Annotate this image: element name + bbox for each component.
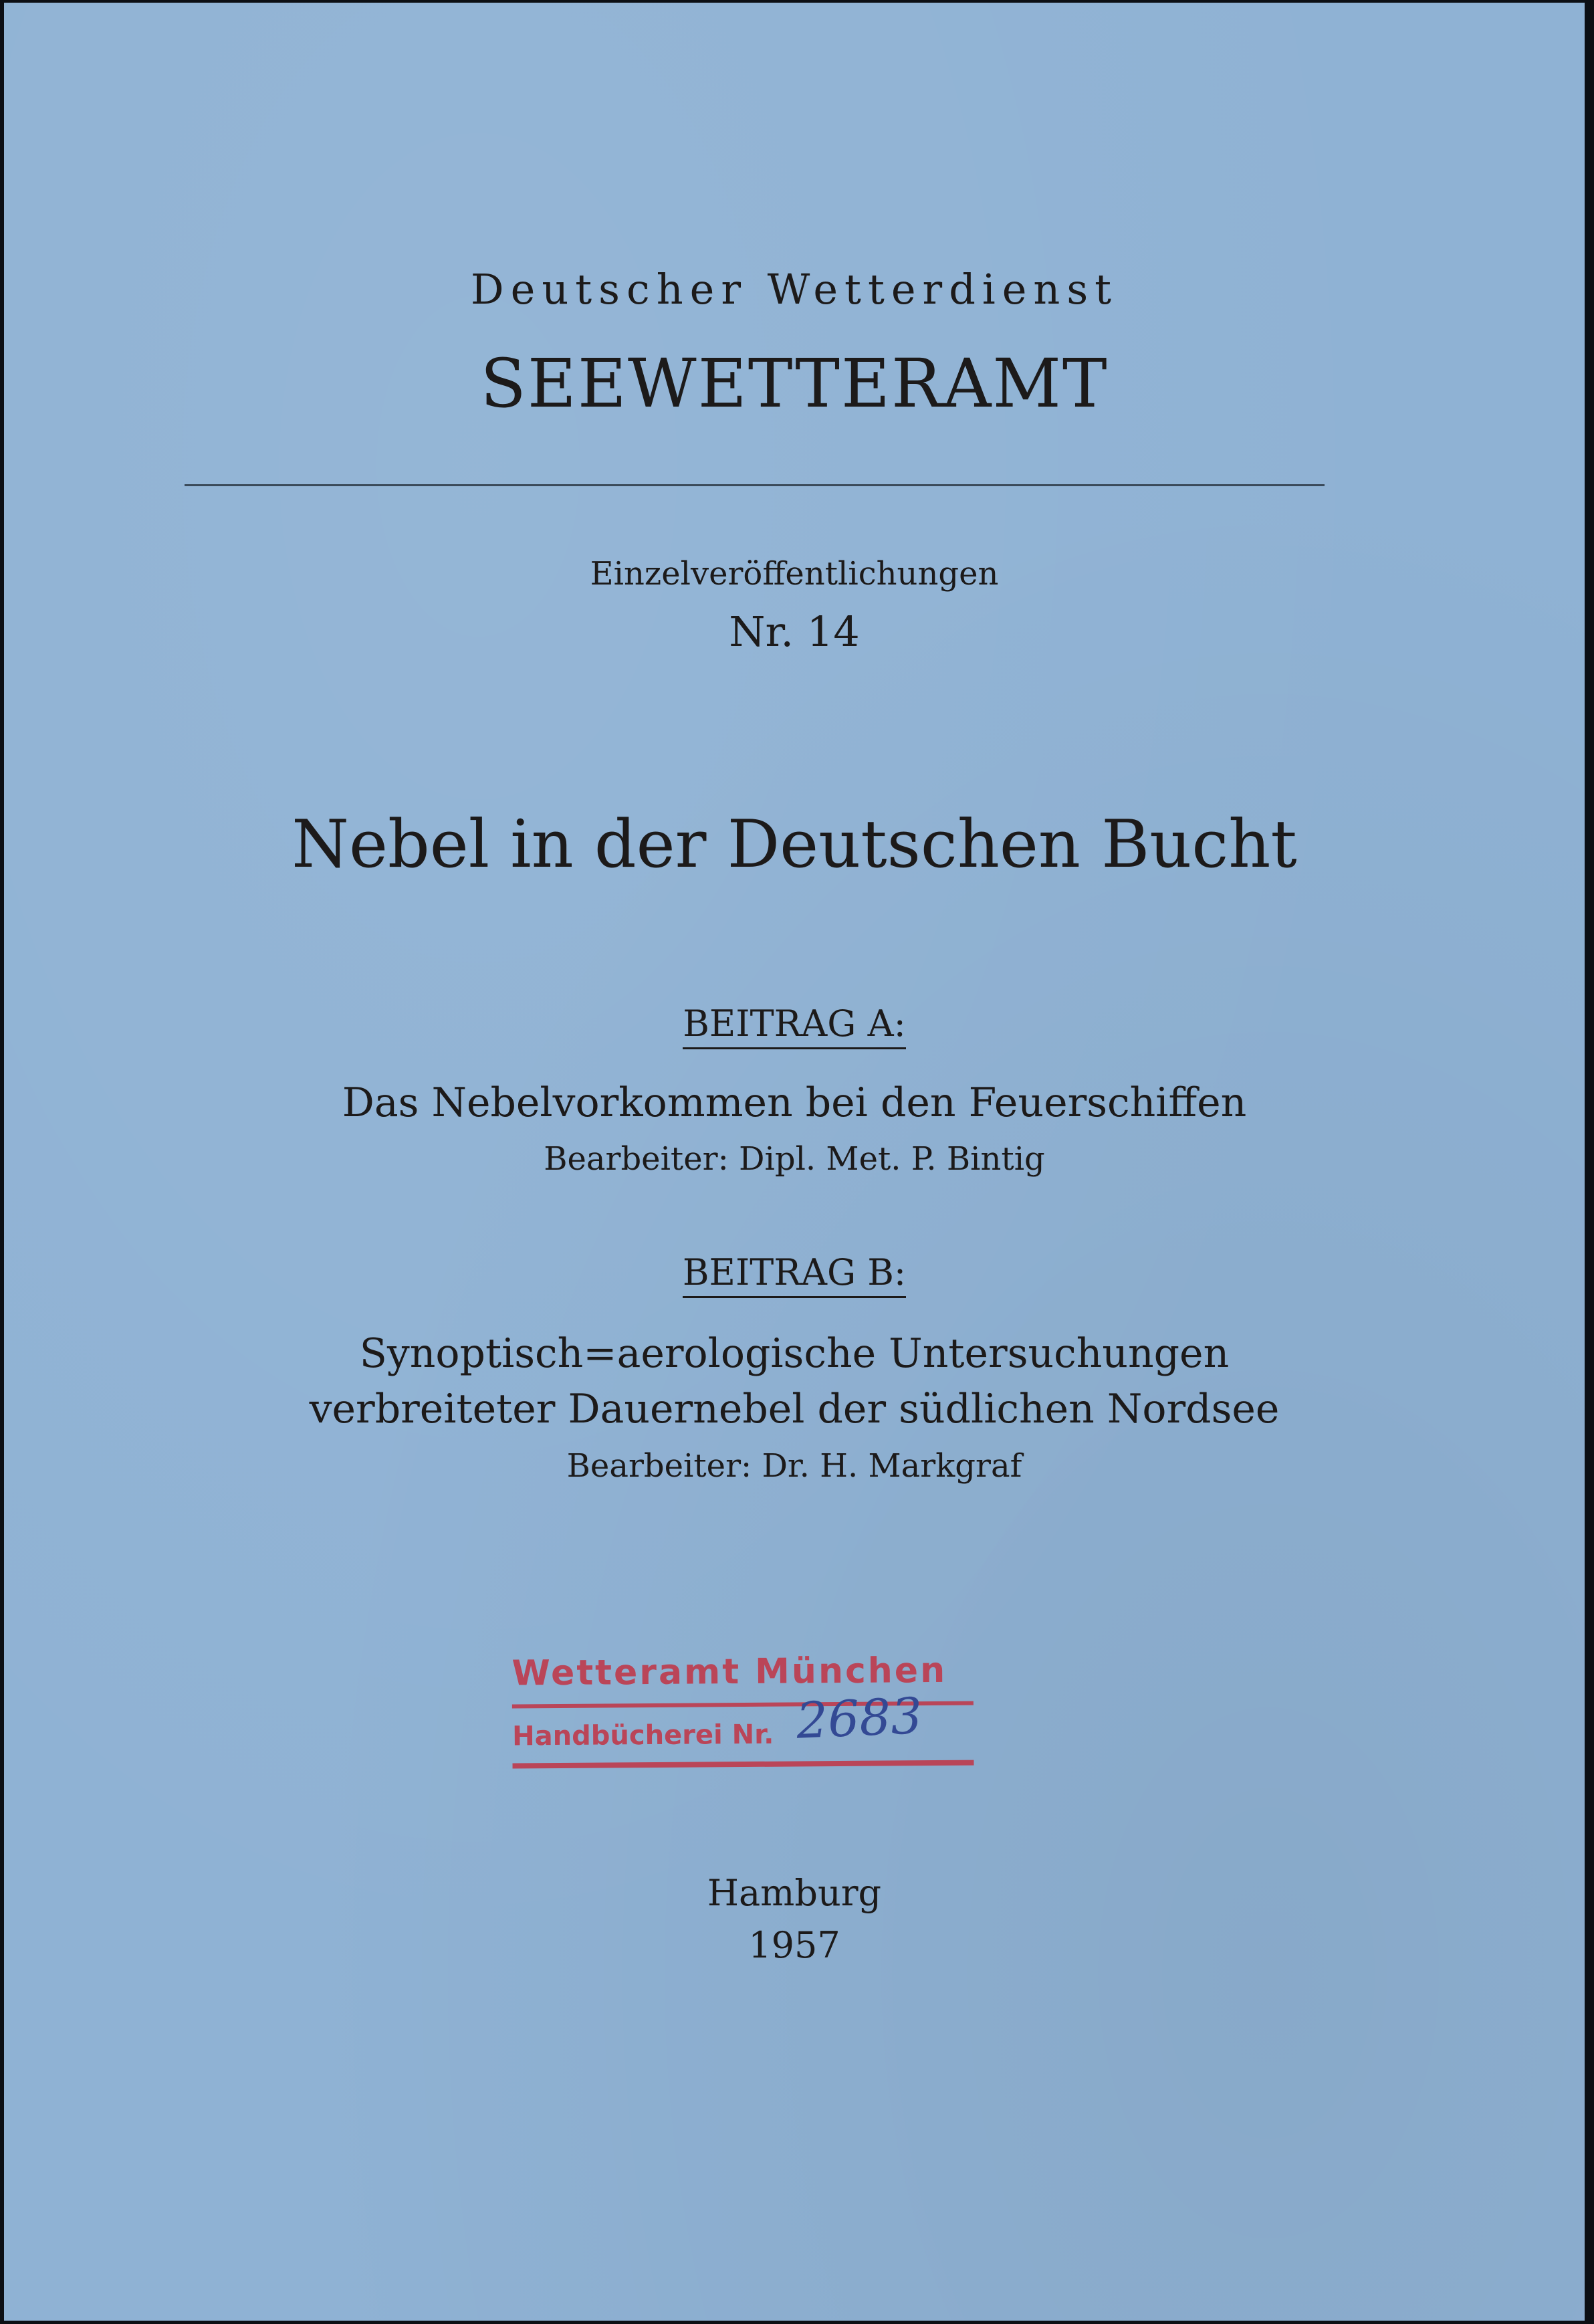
cover-page: [4, 3, 1585, 2321]
library-stamp: [511, 1650, 980, 1777]
contribution-b-heading: [4, 1251, 1585, 1298]
imprint-place: Hamburg: [707, 1872, 882, 1914]
organization-name: Deutscher Wetterdienst: [470, 265, 1119, 314]
series-name: Einzelveröffentlichungen: [590, 555, 999, 593]
contribution-b-title-line-2: verbreiteter Dauernebel der südlichen Nordsee: [309, 1386, 1280, 1433]
contribution-a-heading-text: BEITRAG A:: [683, 1006, 906, 1049]
contribution-b-title-line-1: Synoptisch=aerologische Untersuchungen: [359, 1330, 1230, 1377]
office-name: SEEWETTERAMT: [480, 344, 1109, 423]
stamp-handwritten-number: 2683: [795, 1687, 924, 1750]
contribution-b-heading-text: BEITRAG B:: [683, 1255, 906, 1298]
stamp-rule-lower: [512, 1760, 974, 1769]
contribution-b-author: Bearbeiter: Dr. H. Markgraf: [566, 1447, 1022, 1485]
series-number: Nr. 14: [729, 607, 860, 656]
contribution-a-title: Das Nebelvorkommen bei den Feuerschiffen: [342, 1079, 1247, 1126]
stamp-library-text: Handbücherei Nr.: [512, 1719, 774, 1752]
stamp-office-text: Wetteramt München: [511, 1650, 947, 1694]
header-divider: [185, 484, 1325, 486]
publication-title: Nebel in der Deutschen Bucht: [292, 807, 1297, 883]
contribution-a-heading: [4, 1002, 1585, 1049]
contribution-a-author: Bearbeiter: Dipl. Met. P. Bintig: [544, 1140, 1045, 1178]
imprint-year: 1957: [748, 1924, 840, 1966]
